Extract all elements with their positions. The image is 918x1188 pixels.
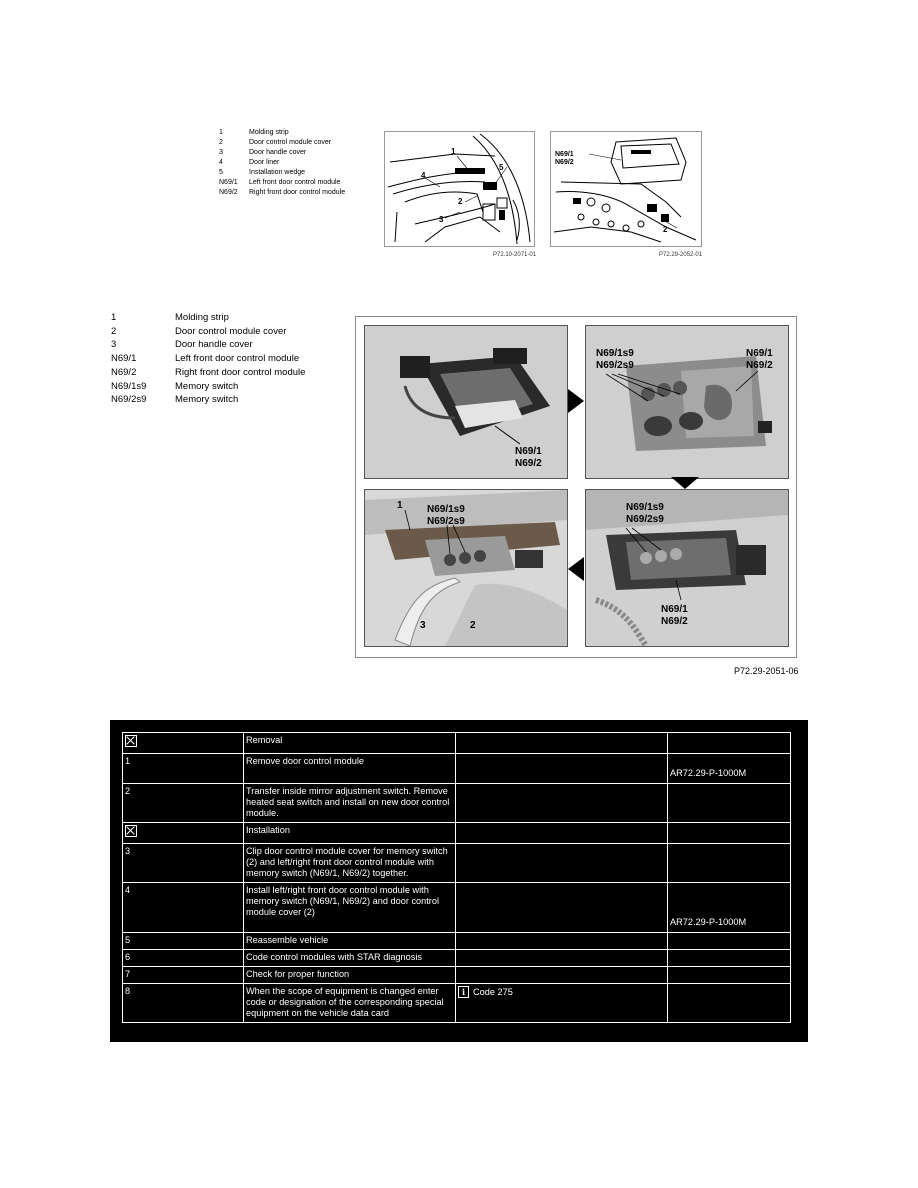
step-text: Install left/right front door control module with memory switch (N69/1, N69/2) and door control module cover (2)	[244, 883, 456, 933]
step-text: Check for proper function	[244, 967, 456, 984]
callout-label: 3	[420, 620, 426, 631]
step-text: Transfer inside mirror adjustment switch. Remove heated seat switch and install on new door control module.	[244, 784, 456, 823]
step-number: 1	[123, 754, 244, 784]
door-liner-illustration	[385, 132, 534, 246]
photo-collage	[355, 316, 797, 658]
callout-label: N69/2	[661, 616, 688, 627]
photo-removed-module	[364, 325, 568, 479]
legend-row: 2 Door control module cover	[219, 139, 332, 146]
figure2-legend	[111, 311, 305, 407]
callout-label: 1	[397, 500, 403, 511]
legend-row: 4 Door liner	[219, 159, 280, 166]
table-row	[123, 883, 791, 933]
arrow-down-icon	[671, 477, 699, 489]
table-row	[123, 784, 791, 823]
legend-row: 5 Installation wedge	[219, 169, 306, 176]
arrow-right-icon	[568, 389, 584, 413]
step-number: 4	[123, 883, 244, 933]
legend-row: 3 Door handle cover	[111, 339, 253, 351]
legend-row: 2 Door control module cover	[111, 325, 287, 337]
callout-label: 5	[499, 163, 504, 172]
legend-row: N69/2 Right front door control module	[219, 189, 346, 196]
callout-label: 4	[421, 171, 426, 180]
control-module-drawing	[550, 131, 702, 247]
callout-label: N69/1s9	[596, 348, 634, 359]
callout-label: 1	[451, 147, 456, 156]
note-cell	[456, 984, 668, 1023]
callout-label: N69/1	[555, 151, 574, 158]
section-heading: Removal	[244, 733, 456, 754]
callout-label: N69/1s9	[626, 502, 664, 513]
step-number: 5	[123, 933, 244, 950]
legend-row: N69/1 Left front door control module	[219, 179, 341, 186]
reference-code: AR72.29-P-1000M	[668, 754, 791, 784]
table-row	[123, 754, 791, 784]
callout-label: N69/1	[515, 446, 542, 457]
arrow-left-icon	[568, 557, 584, 581]
step-number: 7	[123, 967, 244, 984]
table-row	[123, 823, 791, 844]
work-step-icon	[125, 825, 137, 837]
table-row	[123, 950, 791, 967]
control-module-illustration	[551, 132, 701, 246]
callout-label: 3	[439, 215, 444, 224]
callout-label: N69/2	[515, 458, 542, 469]
door-liner-drawing	[384, 131, 535, 247]
table-row	[123, 984, 791, 1023]
step-text: Remove door control module	[244, 754, 456, 784]
reference-code: AR72.29-P-1000M	[668, 883, 791, 933]
callout-label: N69/2s9	[427, 516, 465, 527]
callout-label: N69/2s9	[626, 514, 664, 525]
step-number: 3	[123, 844, 244, 883]
callout-label: N69/2s9	[596, 360, 634, 371]
legend-row: 3 Door handle cover	[219, 149, 307, 156]
callout-label: 2	[663, 225, 668, 234]
step-text: When the scope of equipment is changed enter code or designation of the corresponding special equipment on the vehicle data card	[244, 984, 456, 1023]
step-number: 8	[123, 984, 244, 1023]
callout-label: N69/1	[746, 348, 773, 359]
table-row	[123, 844, 791, 883]
table-row	[123, 733, 791, 754]
info-icon: i	[458, 986, 469, 998]
legend-row: N69/1s9 Memory switch	[111, 380, 239, 392]
callout-label: N69/2	[746, 360, 773, 371]
legend-row: N69/1 Left front door control module	[111, 353, 300, 365]
legend-row: N69/2 Right front door control module	[111, 366, 306, 378]
legend-row: N69/2s9 Memory switch	[111, 394, 239, 406]
figure1-caption-a: P72.10-2071-01	[493, 252, 537, 258]
step-text: Reassemble vehicle	[244, 933, 456, 950]
step-text: Clip door control module cover for memory switch (2) and left/right front door control module with memory switch (N69/1, N69/2) together.	[244, 844, 456, 883]
section-heading: Installation	[244, 823, 456, 844]
work-step-icon	[125, 735, 137, 747]
callout-label: N69/1s9	[427, 504, 465, 515]
callout-label: N69/2	[555, 159, 574, 166]
note-text: Code 275	[473, 987, 513, 997]
step-text: Code control modules with STAR diagnosis	[244, 950, 456, 967]
figure1-legend	[219, 128, 345, 198]
callout-label: 2	[470, 620, 476, 631]
figure2-caption: P72.29-2051-06	[734, 666, 799, 676]
step-number: 2	[123, 784, 244, 823]
legend-row: 1 Molding strip	[111, 312, 229, 323]
table-row	[123, 967, 791, 984]
table-row	[123, 933, 791, 950]
procedure-table	[122, 732, 791, 1023]
step-number: 6	[123, 950, 244, 967]
photo-module-memory-switch	[585, 325, 789, 479]
procedure-panel	[110, 720, 808, 1042]
photo-fitting-module	[585, 489, 789, 647]
figure1-caption-b: P72.29-2052-01	[659, 252, 703, 258]
callout-label: 2	[458, 197, 463, 206]
callout-label: N69/1	[661, 604, 688, 615]
legend-row: 1 Molding strip	[219, 129, 289, 136]
photo-installed-door	[364, 489, 568, 647]
